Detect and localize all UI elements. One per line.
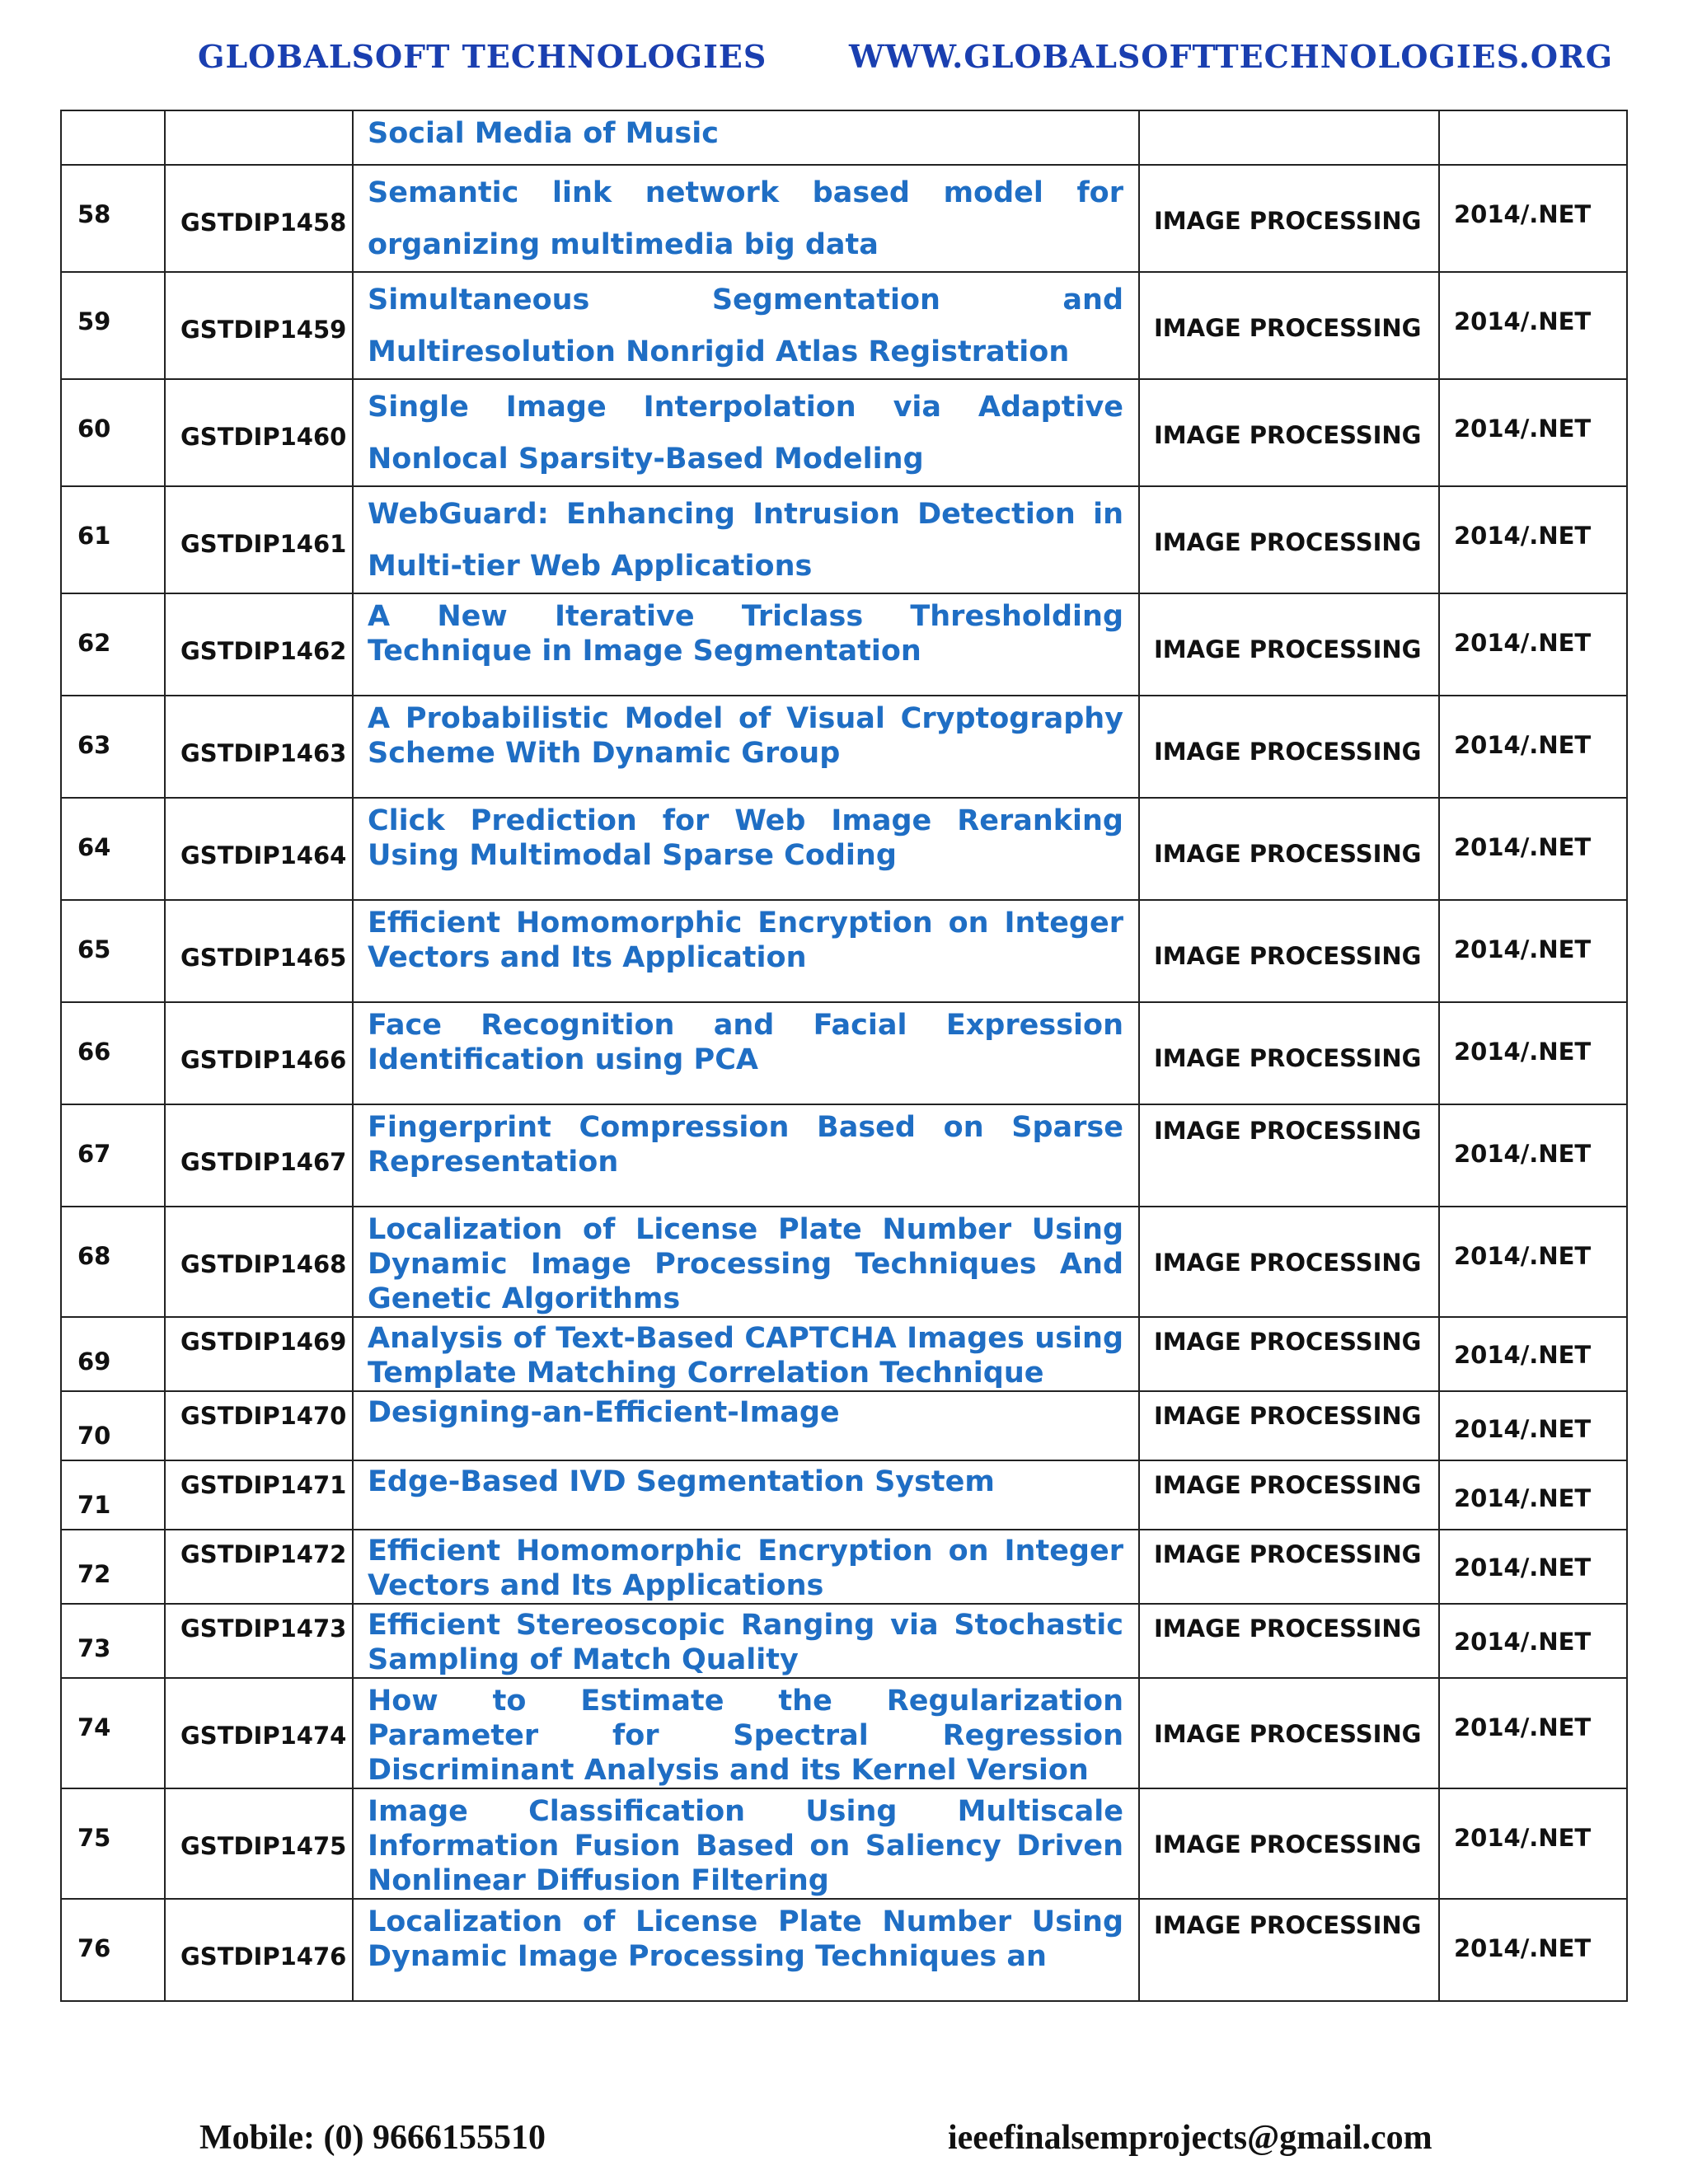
project-title: Semantic link network based model for organizing multimedia big data	[368, 176, 1123, 261]
cell-domain	[1139, 1391, 1439, 1460]
cell-num	[61, 1678, 165, 1788]
project-domain: IMAGE PROCESSING	[1154, 1044, 1422, 1072]
project-title: Image Classification Using Multiscale Information Fusion Based on Saliency Driven Nonlinear Diffusion Filtering	[368, 1795, 1123, 1897]
table-row	[61, 165, 1627, 272]
cell-num	[61, 1460, 165, 1530]
cell-title	[353, 1207, 1139, 1317]
cell-year	[1439, 696, 1627, 798]
project-title: Face Recognition and Facial Expression Identification using PCA	[368, 1009, 1123, 1076]
cell-title	[353, 900, 1139, 1002]
row-number: 64	[77, 833, 111, 861]
project-year: 2014/.NET	[1454, 1713, 1592, 1741]
cell-year	[1439, 1530, 1627, 1604]
cell-domain	[1139, 593, 1439, 696]
footer-email: ieeefinalsemprojects@gmail.com	[948, 2119, 1432, 2157]
project-code: GSTDIP1467	[181, 1148, 347, 1176]
cell-domain	[1139, 486, 1439, 593]
project-domain: IMAGE PROCESSING	[1154, 738, 1422, 766]
cell-empty	[61, 110, 165, 165]
project-year: 2014/.NET	[1454, 1628, 1592, 1656]
cell-year	[1439, 1788, 1627, 1899]
cell-title	[353, 165, 1139, 272]
row-number: 76	[77, 1934, 111, 1962]
table-row	[61, 798, 1627, 900]
project-domain: IMAGE PROCESSING	[1154, 840, 1422, 868]
row-number: 66	[77, 1038, 111, 1066]
cell-title	[353, 1899, 1139, 2001]
company-name: GLOBALSOFT TECHNOLOGIES	[198, 38, 767, 75]
cell-empty	[165, 110, 353, 165]
project-title: Designing-an-Efficient-Image	[368, 1396, 840, 1429]
project-code: GSTDIP1473	[181, 1615, 347, 1643]
cell-title	[353, 272, 1139, 379]
cell-num	[61, 1391, 165, 1460]
project-year: 2014/.NET	[1454, 629, 1592, 657]
cell-title	[353, 379, 1139, 486]
cell-code	[165, 165, 353, 272]
cell-title	[353, 1317, 1139, 1391]
cell-num	[61, 272, 165, 379]
cell-num	[61, 1002, 165, 1104]
cell-code	[165, 1604, 353, 1678]
table-row	[61, 1002, 1627, 1104]
project-domain: IMAGE PROCESSING	[1154, 314, 1422, 342]
project-year: 2014/.NET	[1454, 1341, 1592, 1369]
project-code: GSTDIP1465	[181, 944, 347, 972]
cell-num	[61, 593, 165, 696]
cell-domain	[1139, 1104, 1439, 1207]
projects-table	[60, 110, 1628, 2002]
project-year: 2014/.NET	[1454, 1824, 1592, 1852]
table-row	[61, 1207, 1627, 1317]
project-code: GSTDIP1470	[181, 1402, 347, 1430]
row-number: 73	[77, 1634, 111, 1662]
cell-domain	[1139, 1002, 1439, 1104]
cell-num	[61, 900, 165, 1002]
project-year: 2014/.NET	[1454, 1934, 1592, 1962]
project-year: 2014/.NET	[1454, 1038, 1592, 1066]
project-title: Edge-Based IVD Segmentation System	[368, 1465, 995, 1498]
table-row	[61, 900, 1627, 1002]
cell-code	[165, 696, 353, 798]
project-year: 2014/.NET	[1454, 1415, 1592, 1443]
footer-mobile: Mobile: (0) 9666155510	[199, 2119, 546, 2157]
cell-year	[1439, 1002, 1627, 1104]
cell-title	[353, 110, 1139, 165]
table-row	[61, 696, 1627, 798]
project-domain: IMAGE PROCESSING	[1154, 1911, 1422, 1939]
project-code: GSTDIP1476	[181, 1943, 347, 1971]
project-code: GSTDIP1459	[181, 316, 347, 344]
project-year: 2014/.NET	[1454, 935, 1592, 963]
cell-num	[61, 379, 165, 486]
table-row	[61, 1460, 1627, 1530]
cell-domain	[1139, 1899, 1439, 2001]
table-row	[61, 1530, 1627, 1604]
cell-title	[353, 486, 1139, 593]
project-code: GSTDIP1466	[181, 1046, 347, 1074]
cell-num	[61, 1788, 165, 1899]
cell-code	[165, 486, 353, 593]
cell-num	[61, 1317, 165, 1391]
table-row-continued	[61, 110, 1627, 165]
table-row	[61, 379, 1627, 486]
project-domain: IMAGE PROCESSING	[1154, 1830, 1422, 1858]
cell-num	[61, 1604, 165, 1678]
table-row	[61, 593, 1627, 696]
cell-num	[61, 798, 165, 900]
cell-code	[165, 1391, 353, 1460]
project-title: Click Prediction for Web Image Reranking Using Multimodal Sparse Coding	[368, 804, 1123, 872]
cell-code	[165, 1678, 353, 1788]
cell-year	[1439, 1317, 1627, 1391]
cell-code	[165, 1899, 353, 2001]
project-title: Localization of License Plate Number Using Dynamic Image Processing Techniques And Genetic Algorithms	[368, 1213, 1123, 1315]
table-row	[61, 1899, 1627, 2001]
row-number: 65	[77, 935, 111, 963]
cell-empty	[1139, 110, 1439, 165]
cell-title	[353, 593, 1139, 696]
cell-domain	[1139, 1530, 1439, 1604]
cell-domain	[1139, 900, 1439, 1002]
cell-num	[61, 1530, 165, 1604]
cell-domain	[1139, 1788, 1439, 1899]
cell-code	[165, 1002, 353, 1104]
cell-year	[1439, 165, 1627, 272]
cell-empty	[1439, 110, 1627, 165]
cell-num	[61, 486, 165, 593]
cell-code	[165, 379, 353, 486]
cell-code	[165, 272, 353, 379]
row-number: 74	[77, 1713, 111, 1741]
project-code: GSTDIP1472	[181, 1540, 347, 1568]
project-title-continued: Social Media of Music	[368, 117, 719, 150]
cell-title	[353, 798, 1139, 900]
cell-num	[61, 1104, 165, 1207]
project-domain: IMAGE PROCESSING	[1154, 1720, 1422, 1748]
cell-num	[61, 696, 165, 798]
cell-year	[1439, 1104, 1627, 1207]
project-year: 2014/.NET	[1454, 522, 1592, 550]
cell-code	[165, 900, 353, 1002]
project-title: Fingerprint Compression Based on Sparse Representation	[368, 1111, 1123, 1179]
project-year: 2014/.NET	[1454, 200, 1592, 228]
cell-title	[353, 1604, 1139, 1678]
row-number: 67	[77, 1140, 111, 1168]
project-domain: IMAGE PROCESSING	[1154, 1540, 1422, 1568]
cell-code	[165, 593, 353, 696]
cell-domain	[1139, 1317, 1439, 1391]
cell-year	[1439, 1460, 1627, 1530]
project-year: 2014/.NET	[1454, 1554, 1592, 1582]
project-code: GSTDIP1474	[181, 1722, 347, 1750]
cell-domain	[1139, 798, 1439, 900]
project-code: GSTDIP1471	[181, 1471, 347, 1499]
project-title: Simultaneous Segmentation and Multiresolution Nonrigid Atlas Registration	[368, 284, 1123, 368]
project-domain: IMAGE PROCESSING	[1154, 207, 1422, 235]
project-code: GSTDIP1460	[181, 423, 347, 451]
row-number: 59	[77, 307, 111, 335]
project-title: WebGuard: Enhancing Intrusion Detection in Multi-tier Web Applications	[368, 498, 1123, 583]
project-title: Analysis of Text-Based CAPTCHA Images using Template Matching Correlation Technique	[368, 1322, 1123, 1390]
project-year: 2014/.NET	[1454, 833, 1592, 861]
project-title: How to Estimate the Regularization Parameter for Spectral Regression Discriminant Analysis and its Kernel Version	[368, 1685, 1123, 1787]
project-year: 2014/.NET	[1454, 1140, 1592, 1168]
cell-year	[1439, 1604, 1627, 1678]
project-code: GSTDIP1469	[181, 1328, 347, 1356]
table-row	[61, 1678, 1627, 1788]
table-row	[61, 1391, 1627, 1460]
cell-year	[1439, 486, 1627, 593]
project-domain: IMAGE PROCESSING	[1154, 1249, 1422, 1277]
cell-domain	[1139, 379, 1439, 486]
row-number: 58	[77, 200, 111, 228]
project-domain: IMAGE PROCESSING	[1154, 1402, 1422, 1430]
project-domain: IMAGE PROCESSING	[1154, 1328, 1422, 1356]
cell-domain	[1139, 165, 1439, 272]
project-year: 2014/.NET	[1454, 1242, 1592, 1270]
project-domain: IMAGE PROCESSING	[1154, 528, 1422, 556]
cell-code	[165, 1104, 353, 1207]
row-number: 68	[77, 1242, 111, 1270]
project-title: Single Image Interpolation via Adaptive Nonlocal Sparsity-Based Modeling	[368, 391, 1123, 476]
table-row	[61, 1788, 1627, 1899]
cell-year	[1439, 272, 1627, 379]
project-domain: IMAGE PROCESSING	[1154, 1117, 1422, 1145]
project-year: 2014/.NET	[1454, 1484, 1592, 1512]
project-year: 2014/.NET	[1454, 415, 1592, 443]
cell-year	[1439, 1391, 1627, 1460]
project-domain: IMAGE PROCESSING	[1154, 421, 1422, 449]
company-website: WWW.GLOBALSOFTTECHNOLOGIES.ORG	[849, 38, 1614, 75]
cell-year	[1439, 593, 1627, 696]
cell-title	[353, 1678, 1139, 1788]
cell-code	[165, 1207, 353, 1317]
project-domain: IMAGE PROCESSING	[1154, 1471, 1422, 1499]
cell-domain	[1139, 1604, 1439, 1678]
cell-year	[1439, 798, 1627, 900]
cell-num	[61, 1207, 165, 1317]
table-row	[61, 1317, 1627, 1391]
cell-domain	[1139, 1460, 1439, 1530]
cell-code	[165, 798, 353, 900]
row-number: 63	[77, 731, 111, 759]
cell-title	[353, 1530, 1139, 1604]
cell-year	[1439, 1207, 1627, 1317]
project-code: GSTDIP1463	[181, 739, 347, 767]
project-title: A New Iterative Triclass Thresholding Technique in Image Segmentation	[368, 600, 1123, 668]
cell-title	[353, 1104, 1139, 1207]
row-number: 69	[77, 1347, 111, 1376]
project-code: GSTDIP1461	[181, 530, 347, 558]
cell-year	[1439, 1678, 1627, 1788]
project-year: 2014/.NET	[1454, 307, 1592, 335]
project-title: Localization of License Plate Number Using Dynamic Image Processing Techniques an	[368, 1905, 1123, 1973]
table-row	[61, 1104, 1627, 1207]
table-row	[61, 1604, 1627, 1678]
cell-year	[1439, 1899, 1627, 2001]
cell-title	[353, 696, 1139, 798]
cell-domain	[1139, 696, 1439, 798]
row-number: 75	[77, 1824, 111, 1852]
table-row	[61, 272, 1627, 379]
cell-year	[1439, 379, 1627, 486]
project-title: Efficient Homomorphic Encryption on Integer Vectors and Its Application	[368, 907, 1123, 974]
project-title: A Probabilistic Model of Visual Cryptography Scheme With Dynamic Group	[368, 702, 1123, 770]
row-number: 71	[77, 1491, 111, 1519]
cell-title	[353, 1788, 1139, 1899]
cell-title	[353, 1002, 1139, 1104]
project-code: GSTDIP1464	[181, 841, 347, 869]
project-code: GSTDIP1458	[181, 209, 347, 237]
project-code: GSTDIP1468	[181, 1250, 347, 1278]
row-number: 70	[77, 1422, 111, 1450]
project-year: 2014/.NET	[1454, 731, 1592, 759]
row-number: 60	[77, 415, 111, 443]
cell-num	[61, 165, 165, 272]
cell-domain	[1139, 1678, 1439, 1788]
row-number: 61	[77, 522, 111, 550]
cell-title	[353, 1391, 1139, 1460]
row-number: 62	[77, 629, 111, 657]
cell-year	[1439, 900, 1627, 1002]
row-number: 72	[77, 1560, 111, 1588]
project-title: Efficient Stereoscopic Ranging via Stochastic Sampling of Match Quality	[368, 1609, 1123, 1676]
cell-code	[165, 1317, 353, 1391]
project-domain: IMAGE PROCESSING	[1154, 635, 1422, 663]
project-domain: IMAGE PROCESSING	[1154, 1615, 1422, 1643]
cell-title	[353, 1460, 1139, 1530]
project-domain: IMAGE PROCESSING	[1154, 942, 1422, 970]
cell-code	[165, 1530, 353, 1604]
cell-code	[165, 1788, 353, 1899]
cell-domain	[1139, 1207, 1439, 1317]
table-row	[61, 486, 1627, 593]
project-code: GSTDIP1475	[181, 1832, 347, 1860]
project-title: Efficient Homomorphic Encryption on Integer Vectors and Its Applications	[368, 1535, 1123, 1602]
project-code: GSTDIP1462	[181, 637, 347, 665]
cell-domain	[1139, 272, 1439, 379]
cell-code	[165, 1460, 353, 1530]
cell-num	[61, 1899, 165, 2001]
